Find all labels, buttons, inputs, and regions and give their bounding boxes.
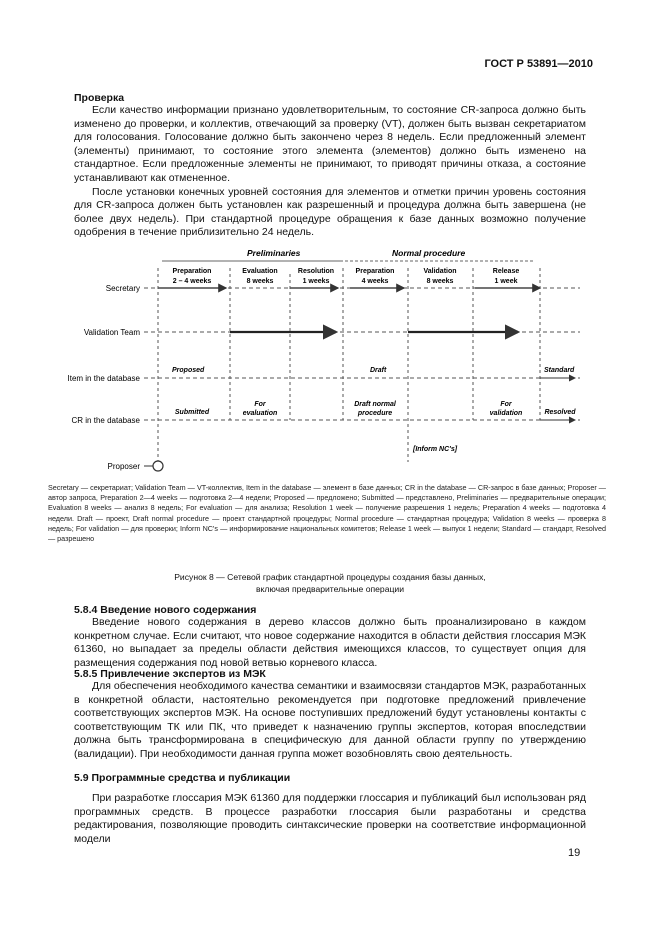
step-label: Evaluation bbox=[242, 268, 278, 275]
step-label: Resolution bbox=[297, 268, 335, 275]
inform-label: [Inform NC's] bbox=[413, 446, 458, 453]
check-section bbox=[74, 92, 586, 240]
step-label: Release bbox=[492, 268, 520, 275]
cr-state-label: Submitted bbox=[174, 409, 210, 416]
section-title: 5.8.4 Введение нового содержания bbox=[74, 604, 257, 616]
step-duration: 2 – 4 weeks bbox=[172, 278, 212, 285]
row-label-item-in-database: Item in the database bbox=[67, 374, 140, 383]
paragraph bbox=[74, 616, 586, 670]
section-585 bbox=[74, 668, 586, 762]
paragraph bbox=[74, 792, 586, 846]
document-id: ГОСТ Р 53891—2010 bbox=[484, 58, 593, 70]
step-label: Preparation bbox=[172, 268, 212, 275]
page-number: 19 bbox=[568, 847, 581, 859]
item-state-label: Proposed bbox=[172, 367, 205, 374]
phase-label: Preliminaries bbox=[247, 248, 301, 258]
cr-state-label: For bbox=[254, 401, 266, 408]
step-duration: 1 weeks bbox=[302, 278, 330, 285]
paragraph-text: Для обеспечения необходимого качества семантики и взаимосвязи стандартов МЭК, разработанных в конкретной области, настоятельно рекомендуется при подготовке предложений привлечение соответствующих экспертов МЭК. На основе поступивших предложений будут установлены контакты с соответствующим ТК или ПК, что приведет к назначению группы экспертов, которая впоследствии должна быть трансформирована в специфическую для данной области группу по утверждению (валидации). При необходимости данная группа может возобновлять свою деятельность. bbox=[74, 680, 586, 760]
step-label: Preparation bbox=[355, 268, 395, 275]
paragraph-text: При разработке глоссария МЭК 61360 для поддержки глоссария и публикаций был использован ряд программных средств. В процессе разработки глоссария были разработаны и средства редактирования, позволяющие проводить синтаксические проверки на соответствие информационной модели bbox=[74, 792, 586, 845]
step-duration: 8 weeks bbox=[426, 278, 454, 285]
cr-state-label: evaluation bbox=[242, 410, 278, 417]
paragraph-text: Введение нового содержания в дерево классов должно быть проанализировано в каждом конкретном случае. Если считают, что новое содержание находится в области действия глоссария МЭК 61360, но выпадает за пределы области действия имеющихся классов, то существует опция для размещения содержания под новой ветвью корневого класса. bbox=[74, 616, 586, 669]
paragraph-text: Если качество информации признано удовлетворительным, то состояние CR-запроса должно быть изменено до проверки, и коллектив, отвечающий за проверку (VT), должен быть вызван секретариатом для голосования. Голосование должно быть закончено через 8 недель. Если предложенный элемент (элементы) принимают, то состояние этого элемента (элементов) должно быть изменено на стандартное. Если предложенные элементы не принимают, то приводят причины отказа, а состояние устанавливают как отмененное. bbox=[74, 104, 586, 184]
cr-state-label: Draft normal bbox=[354, 401, 396, 408]
item-state-label: Standard bbox=[544, 367, 575, 374]
step-duration: 1 week bbox=[494, 278, 518, 285]
section-59 bbox=[74, 772, 586, 846]
row-label-cr-in-database: CR in the database bbox=[71, 416, 140, 425]
section-584 bbox=[74, 604, 586, 670]
section-title: 5.8.5 Привлечение экспертов из МЭК bbox=[74, 668, 266, 680]
step-label: Validation bbox=[423, 268, 457, 275]
cr-state-label: procedure bbox=[357, 410, 393, 417]
row-label-validation-team: Validation Team bbox=[83, 328, 140, 337]
network-diagram bbox=[40, 244, 600, 476]
step-duration: 8 weeks bbox=[246, 278, 274, 285]
figure-caption bbox=[70, 572, 590, 595]
paragraph-text: После установки конечных уровней состояния для элементов и отметки причин уровень состояния для CR-запроса должен быть установлен как разрешенный и процедура должна быть завершена (не более двух недель). При стандартной процедуре обращения к базе данных возможно получение одобрения в течение приблизительно 24 недель. bbox=[74, 185, 586, 239]
proposer-node bbox=[153, 461, 163, 471]
paragraph bbox=[74, 104, 586, 186]
item-state-label: Draft bbox=[370, 367, 387, 374]
cr-state-label: Resolved bbox=[544, 409, 576, 416]
cr-state-label: validation bbox=[489, 410, 523, 417]
cr-state-label: For bbox=[500, 401, 512, 408]
step-duration: 4 weeks bbox=[361, 278, 389, 285]
figure-legend: Secretary — секретариат; Validation Team — VT-коллектив, Item in the database — элемент в базе данных; CR in the database — CR-запрос в базе данных; Proposer — автор запроса, Preparation 2—4 weeks — подготовка 2—4 недели; Proposed — предложено; Submitted — представлено, Preliminaries — предварительные операции; Evaluation 8 weeks — анализ 8 недель; For evaluation — для анализа; Resolution 1 week — получение разрешения 1 недель; Preparation 4 weeks — подготовка 4 недели. Draft — проект, Draft normal procedure — проект стандартной процедуры; Normal procedure — стандартная процедура; Validation 8 weeks — проверка 8 недель; For validation — для проверки; Inform NC's — информирование национальных комитетов; Release 1 week — выпуск 1 недели; Standard — стандарт, Resolved — разрешено bbox=[48, 483, 606, 544]
row-label-secretary: Secretary bbox=[105, 284, 140, 293]
paragraph bbox=[74, 186, 586, 240]
paragraph bbox=[74, 680, 586, 762]
section-title: Проверка bbox=[74, 92, 125, 104]
section-title: 5.9 Программные средства и публикации bbox=[74, 772, 291, 784]
row-label-proposer: Proposer bbox=[107, 462, 140, 471]
caption-line: Рисунок 8 — Сетевой график стандартной процедуры создания базы данных, bbox=[174, 572, 486, 582]
caption-line: включая предварительные операции bbox=[255, 583, 405, 594]
phase-label: Normal procedure bbox=[392, 248, 466, 258]
